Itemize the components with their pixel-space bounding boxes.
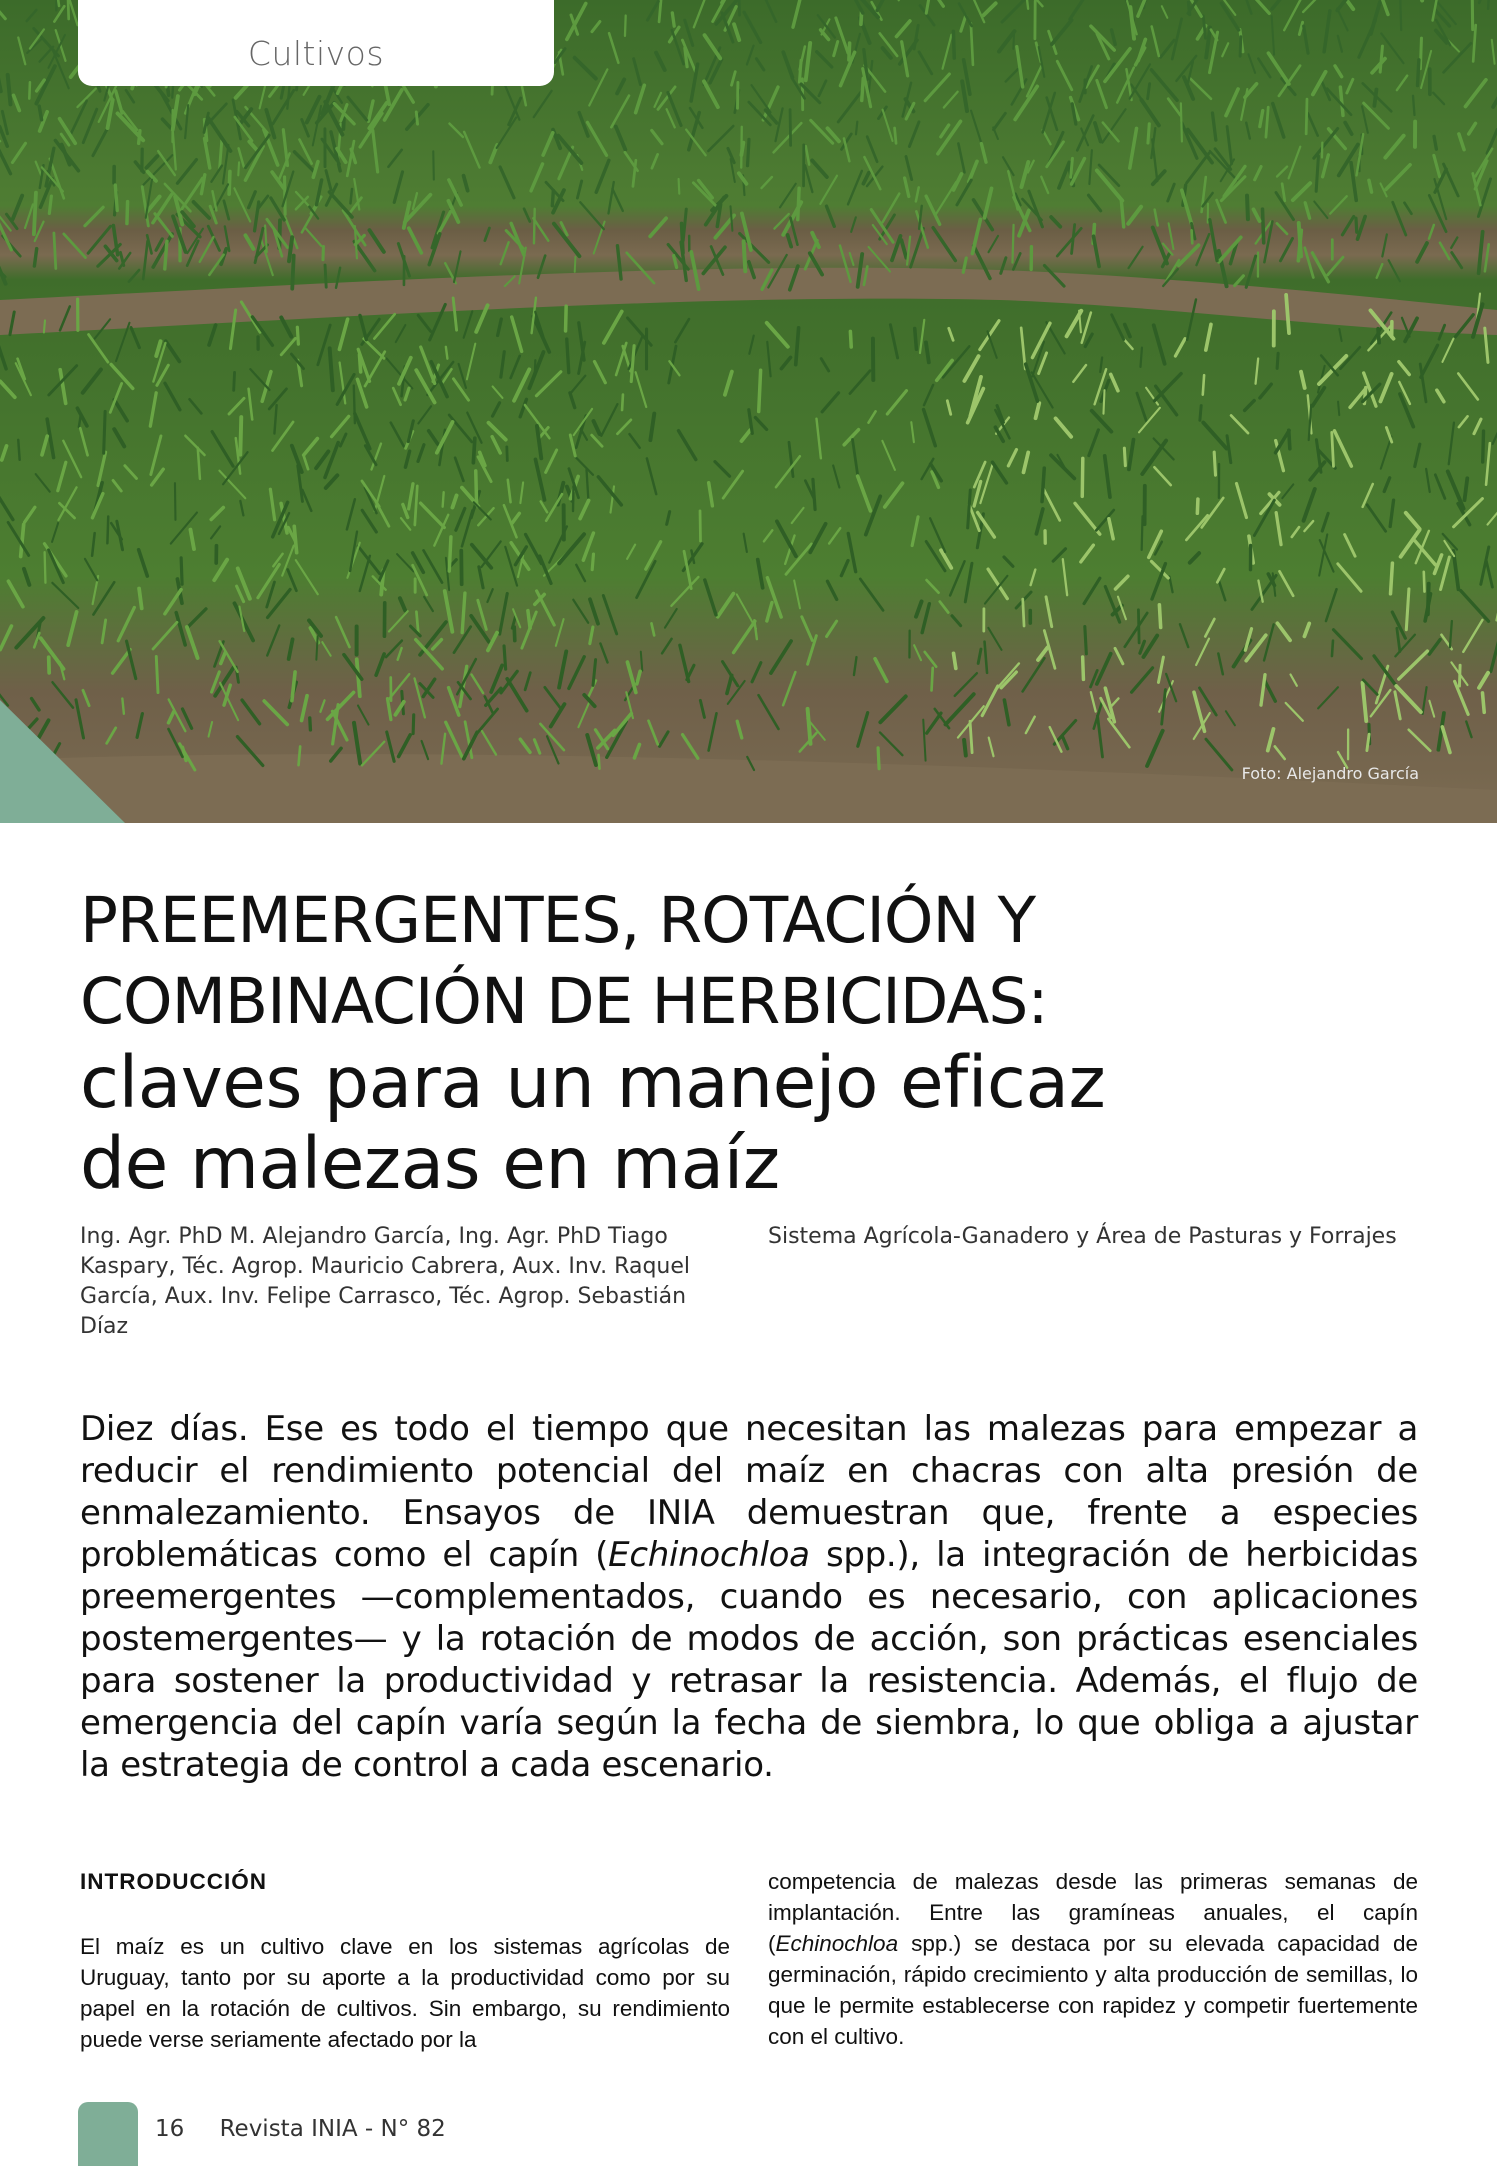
lead-text-2: spp.), la integración de herbicidas preemergentes —complementados, cuando es necesario, con aplicaciones postemergentes— y la rotación de modos de acción, son prácticas esenciales para sostener la productividad y retrasar la resistencia. Además, el flujo de emergencia del capín varía según la fecha de siembra, lo que obliga a ajustar la estrategia de control a cada escenario. [80, 1535, 1419, 1785]
right-italic: Echinochloa [775, 1931, 899, 1956]
corner-accent [0, 700, 125, 823]
footer-accent [78, 2102, 138, 2166]
title-line-4: de malezas en maíz [80, 1122, 780, 1205]
lead-paragraph [80, 1408, 1418, 1786]
cover-photo [0, 0, 1497, 823]
publication-name: Revista INIA - N° 82 [219, 2116, 446, 2142]
section-tab [78, 0, 554, 86]
title-line-2: COMBINACIÓN DE HERBICIDAS: [80, 965, 1048, 1038]
body-column-left [80, 1866, 730, 2055]
article-title [80, 880, 1440, 1204]
right-text-1: competencia de malezas desde las primeras semanas de implantación. Entre las gramíneas anuales, el capín ( [768, 1869, 1418, 1956]
title-line-1: PREEMERGENTES, ROTACIÓN Y [80, 884, 1036, 957]
footer [155, 2116, 446, 2142]
lead-text-1: Diez días. Ese es todo el tiempo que necesitan las malezas para empezar a reducir el rendimiento potencial del maíz en chacras con alta presión de enmalezamiento. Ensayos de INIA demuestran que, frente a especies problemáticas como el capín ( [80, 1409, 1418, 1575]
body-column-right [768, 1866, 1418, 2052]
section-heading: INTRODUCCIÓN [80, 1869, 267, 1894]
cornfield-illustration [0, 0, 1497, 823]
authors: Ing. Agr. PhD M. Alejandro García, Ing. Agr. PhD Tiago Kaspary, Téc. Agrop. Mauricio Cabrera, Aux. Inv. Raquel García, Aux. Inv. Felipe Carrasco, Téc. Agrop. Sebastián Díaz [80, 1224, 690, 1339]
page-number: 16 [155, 2116, 185, 2142]
title-line-3: claves para un manejo eficaz [80, 1041, 1106, 1124]
lead-italic: Echinochloa [608, 1535, 810, 1575]
photo-credit: Foto: Alejandro García [1241, 764, 1419, 783]
affiliation: Sistema Agrícola-Ganadero y Área de Pasturas y Forrajes [768, 1224, 1397, 1249]
section-label: Cultivos [247, 34, 385, 73]
body-paragraph-right [768, 1866, 1418, 2052]
right-text-2: spp.) se destaca por su elevada capacidad de germinación, rápido crecimiento y alta producción de semillas, lo que le permite establecerse con rapidez y competir fuertemente con el cultivo. [768, 1931, 1418, 2049]
body-paragraph-left: El maíz es un cultivo clave en los sistemas agrícolas de Uruguay, tanto por su aporte a la productividad como por su papel en la rotación de cultivos. Sin embargo, su rendimiento puede verse seriamente afectado por la [80, 1934, 730, 2052]
